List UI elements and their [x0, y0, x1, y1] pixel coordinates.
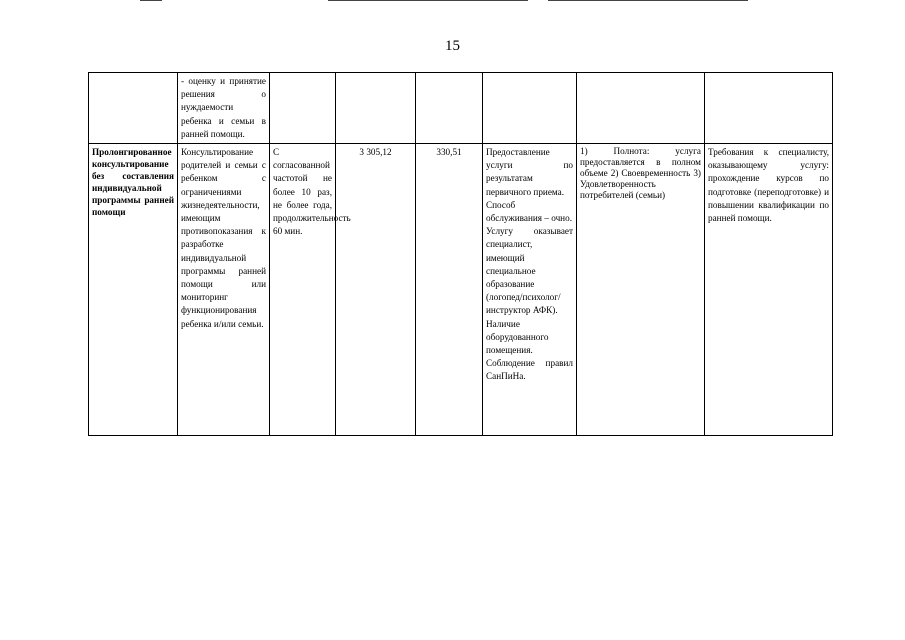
specialist-requirements: Требования к специалисту, оказывающему услугу: прохождение курсов по подготовке (переподготовке) и повышении квалификации по ранней помощи. — [705, 144, 833, 436]
cell-empty — [416, 73, 483, 144]
service-content: Консультирование родителей и семьи с ребенком с ограничениями жизнедеятельности, имеющим противопоказания к разработке индивидуальной программы ранней помощи или мониторинг функционирования ребенка и/или семьи. — [178, 144, 270, 436]
service-unit-cost: 330,51 — [416, 144, 483, 436]
service-cost: 3 305,12 — [336, 144, 416, 436]
page-number: 15 — [445, 38, 460, 54]
quality-indicators: 1) Полнота: услуга предоставляется в полном объеме 2) Своевременность 3) Удовлетворенность потребителей (семьи) — [577, 144, 705, 436]
scan-edge-middle — [328, 0, 528, 1]
service-conditions — [483, 144, 577, 436]
condition-item: Предоставление услуги по результатам первичного приема. — [486, 147, 573, 197]
condition-item: Соблюдение правил СанПиНа. — [486, 358, 573, 382]
condition-item: Способ обслуживания – очно. — [486, 199, 572, 224]
services-table — [88, 72, 833, 436]
cell-empty — [705, 73, 833, 144]
cell-empty — [336, 73, 416, 144]
scan-edge-right — [548, 0, 748, 1]
service-name: Пролонгированное консультирование без составления индивидуальной программы ранней помощи — [89, 144, 178, 436]
service-row — [89, 144, 833, 436]
cell-empty — [89, 73, 178, 144]
continuation-row — [89, 73, 833, 144]
cell-empty — [577, 73, 705, 144]
cell-empty — [270, 73, 336, 144]
scan-edge-left — [140, 0, 162, 1]
service-frequency: С согласованной частотой не более 10 раз, не более года, продолжительность 60 мин. — [270, 144, 336, 436]
condition-item: Услугу оказывает специалист, имеющий специальное образование (логопед/психолог/инструктор АФК). — [486, 226, 573, 316]
continuation-content: - оценку и принятие решения о нуждаемости ребенка и семьи в ранней помощи. — [178, 73, 270, 144]
condition-item: Наличие оборудованного помещения. — [486, 318, 549, 356]
cell-empty — [483, 73, 577, 144]
